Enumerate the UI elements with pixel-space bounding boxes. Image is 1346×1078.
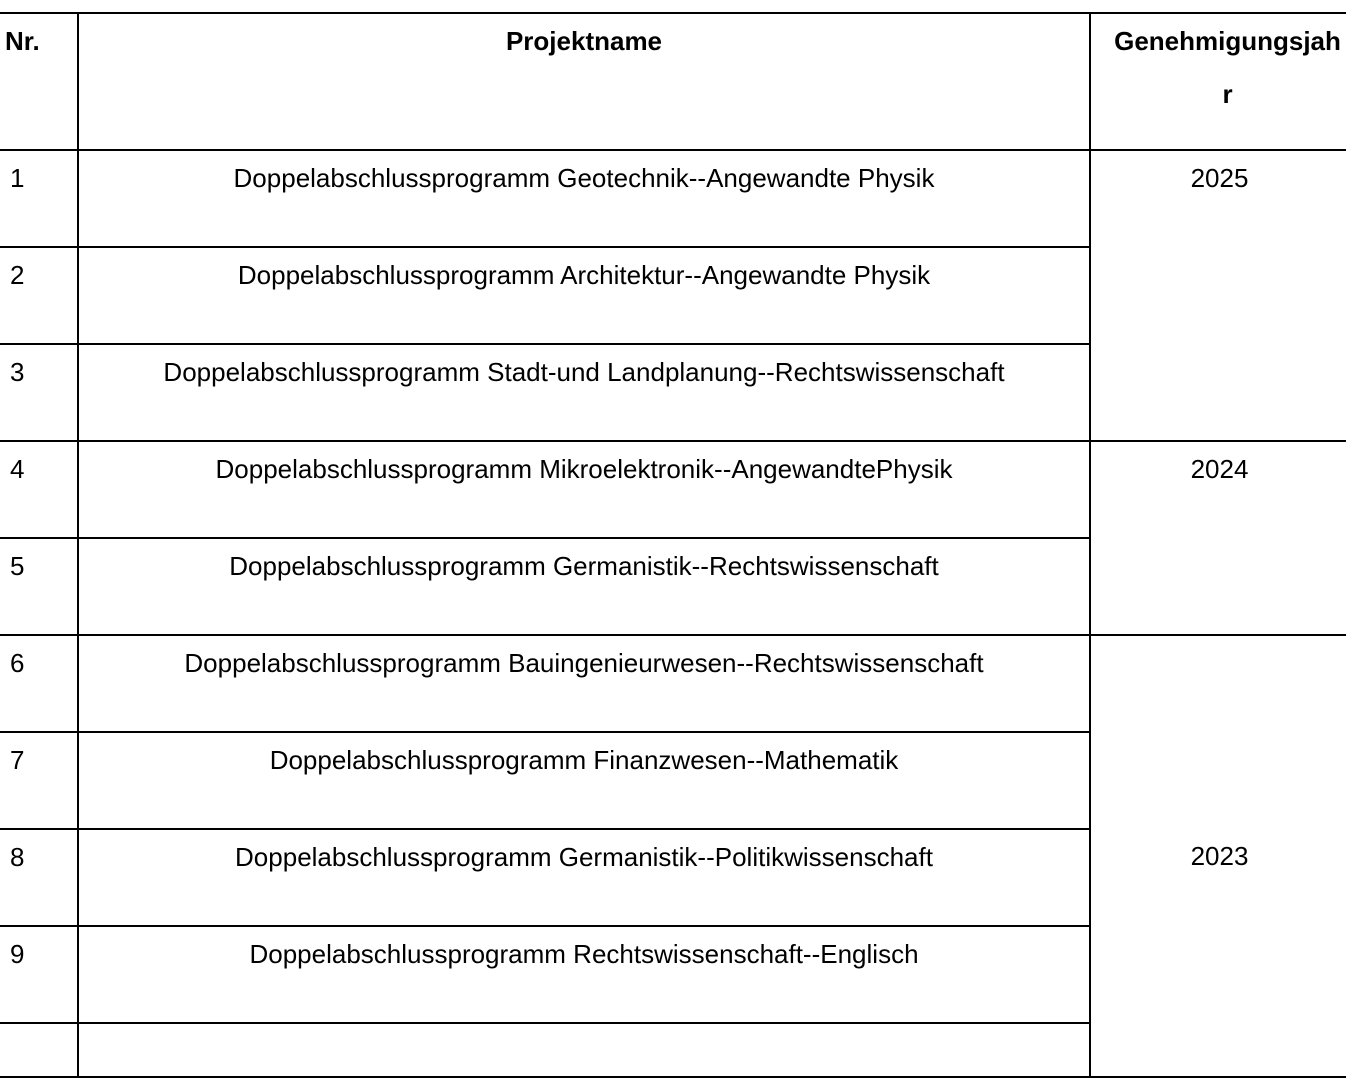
row-projektname: Doppelabschlussprogramm Germanistik--Politikwissenschaft — [78, 829, 1090, 926]
row-projektname: Doppelabschlussprogramm Germanistik--Rechtswissenschaft — [78, 538, 1090, 635]
row-nr: 8 — [0, 829, 78, 926]
header-nr: Nr. — [0, 13, 78, 150]
row-projektname: Doppelabschlussprogramm Geotechnik--Angewandte Physik — [78, 150, 1090, 247]
header-projektname: Projektname — [78, 13, 1090, 150]
row-nr: 3 — [0, 344, 78, 441]
year-group-2025: 2025 — [1090, 150, 1346, 441]
table-row — [0, 441, 1346, 538]
row-projektname: Doppelabschlussprogramm Mikroelektronik--AngewandtePhysik — [78, 441, 1090, 538]
row-nr: 9 — [0, 926, 78, 1023]
row-nr: 5 — [0, 538, 78, 635]
row-nr: 4 — [0, 441, 78, 538]
row-nr: 6 — [0, 635, 78, 732]
row-projektname: Doppelabschlussprogramm Bauingenieurwesen--Rechtswissenschaft — [78, 635, 1090, 732]
table-row — [0, 635, 1346, 732]
row-nr-empty — [0, 1023, 78, 1077]
row-projektname: Doppelabschlussprogramm Stadt-und Landplanung--Rechtswissenschaft — [78, 344, 1090, 441]
row-nr: 1 — [0, 150, 78, 247]
row-projektname: Doppelabschlussprogramm Finanzwesen--Mathematik — [78, 732, 1090, 829]
year-group-2024: 2024 — [1090, 441, 1346, 635]
row-nr: 7 — [0, 732, 78, 829]
table-header-row — [0, 13, 1346, 150]
table-row — [0, 150, 1346, 247]
row-nr: 2 — [0, 247, 78, 344]
row-projektname: Doppelabschlussprogramm Rechtswissenschaft--Englisch — [78, 926, 1090, 1023]
year-group-2023: 2023 — [1090, 635, 1346, 1077]
row-projektname-empty — [78, 1023, 1090, 1077]
project-table — [0, 12, 1346, 1078]
row-projektname: Doppelabschlussprogramm Architektur--Angewandte Physik — [78, 247, 1090, 344]
header-genehmigungsjahr: Genehmigungsjahr — [1090, 13, 1346, 150]
